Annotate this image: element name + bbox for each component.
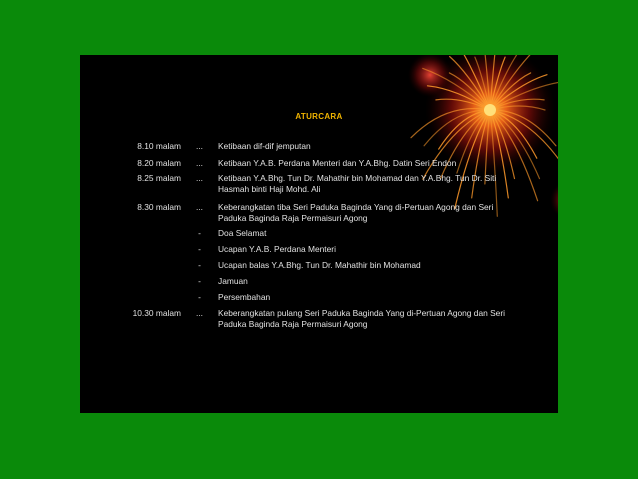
schedule-description: Ketibaan dif-dif jemputan [218, 141, 311, 151]
schedule-time: 8.20 malam [137, 158, 181, 168]
schedule-time: 8.30 malam [137, 202, 181, 212]
schedule-description: Ketibaan Y.A.B. Perdana Menteri dan Y.A.Bhg. Datin Seri Endon [218, 158, 457, 168]
page-title: ATURCARA [295, 112, 343, 121]
schedule-separator: - [198, 276, 201, 286]
schedule-separator: - [198, 244, 201, 254]
schedule-separator: - [198, 292, 201, 302]
schedule-description: Doa Selamat [218, 228, 267, 238]
schedule-time: 10.30 malam [132, 308, 181, 318]
schedule-separator: ... [196, 158, 203, 168]
schedule-separator: ... [196, 141, 203, 151]
schedule-time: 8.10 malam [137, 141, 181, 151]
schedule-separator: ... [196, 202, 203, 212]
schedule-separator: ... [196, 308, 203, 318]
schedule-description: Keberangkatan tiba Seri Paduka Baginda Yang di-Pertuan Agong dan Seri Paduka Baginda Raja Permaisuri Agong [218, 202, 494, 223]
schedule-description: Ucapan balas Y.A.Bhg. Tun Dr. Mahathir bin Mohamad [218, 260, 421, 270]
schedule-description: Persembahan [218, 292, 271, 302]
schedule-time: 8.25 malam [137, 173, 181, 183]
schedule-separator: ... [196, 173, 203, 183]
slide [80, 55, 558, 413]
schedule-separator: - [198, 260, 201, 270]
schedule-description: Ketibaan Y.A.Bhg. Tun Dr. Mahathir bin Mohamad dan Y.A.Bhg. Tun Dr. Siti Hasmah binti Haji Mohd. Ali [218, 173, 497, 194]
schedule-description: Ucapan Y.A.B. Perdana Menteri [218, 244, 336, 254]
schedule-separator: - [198, 228, 201, 238]
schedule-description: Jamuan [218, 276, 248, 286]
schedule-description: Keberangkatan pulang Seri Paduka Baginda Yang di-Pertuan Agong dan Seri Paduka Baginda Raja Permaisuri Agong [218, 308, 505, 329]
